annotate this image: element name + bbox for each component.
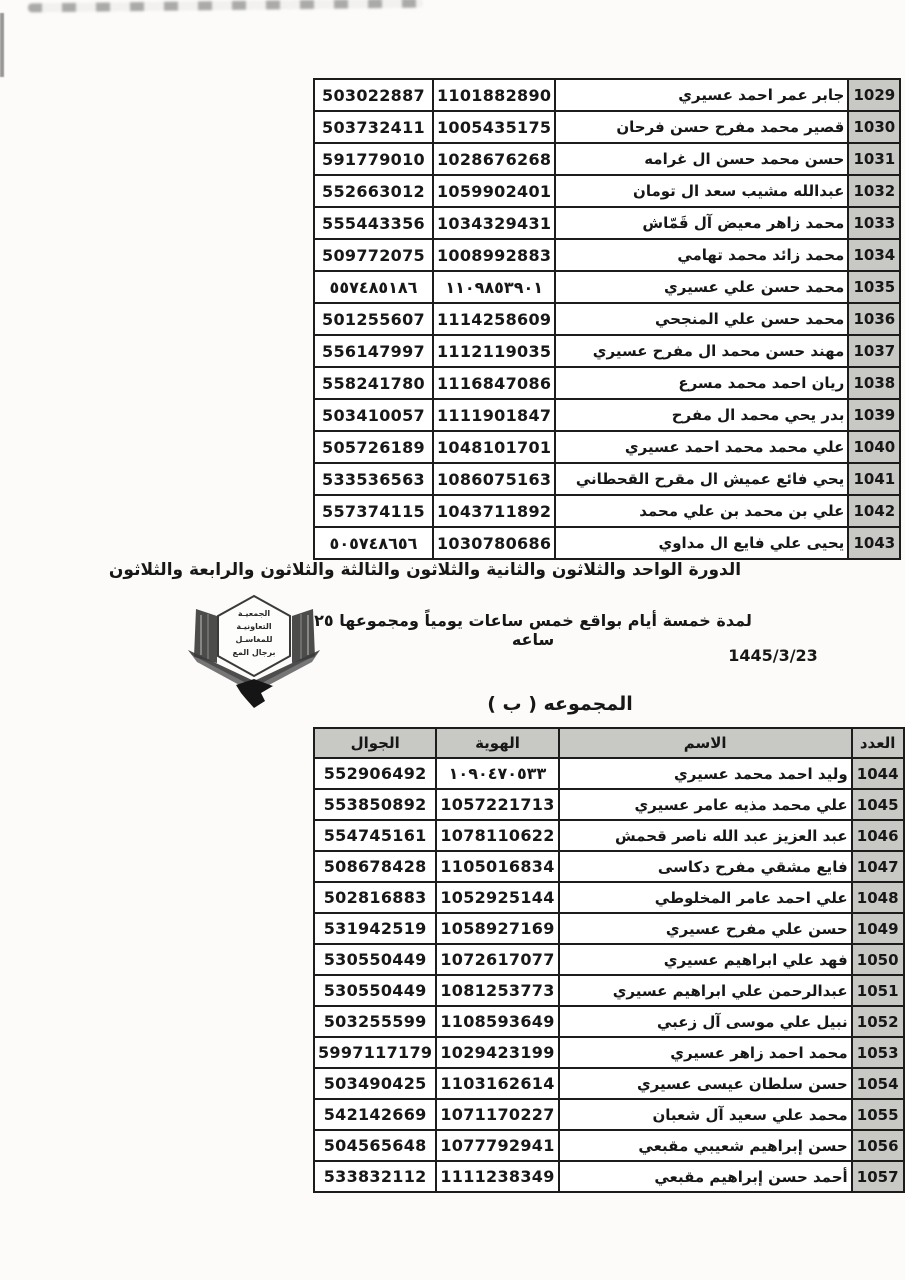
row-number-cell: 1045 <box>852 789 904 820</box>
name-cell: حسن علي مفرح عسيري <box>559 913 852 944</box>
mobile-cell: 503490425 <box>314 1068 436 1099</box>
header-id: الهوية <box>436 728 558 758</box>
id-cell: 1008992883 <box>433 239 555 271</box>
scan-smudge-artifact <box>28 0 423 12</box>
mobile-cell: 504565648 <box>314 1130 436 1161</box>
name-cell: وليد احمد محمد عسيري <box>559 758 852 789</box>
name-cell: قصير محمد مفرح حسن فرحان <box>555 111 848 143</box>
id-cell: 1029423199 <box>436 1037 558 1068</box>
table-row <box>314 1037 904 1068</box>
table-row <box>314 495 900 527</box>
name-cell: علي بن محمد بن علي محمد <box>555 495 848 527</box>
roster-table-group-a <box>313 78 901 560</box>
mobile-cell: 557374115 <box>314 495 433 527</box>
mobile-cell: ٥٥٧٤٨٥١٨٦ <box>314 271 433 303</box>
row-number-cell: 1050 <box>852 944 904 975</box>
row-number-cell: 1029 <box>848 79 900 111</box>
name-cell: فايع مشقي مفرح دكاسى <box>559 851 852 882</box>
table-row <box>314 944 904 975</box>
name-cell: علي احمد عامر المخلوطي <box>559 882 852 913</box>
roster-table-group-b <box>313 727 905 1193</box>
session-title-line: الدورة الواحد والثلاثون والثانية والثلاثون والثالثة والثلاثون والرابعة والثلاثون <box>108 560 742 580</box>
name-cell: نبيل علي موسى آل زعبي <box>559 1006 852 1037</box>
name-cell: ريان احمد محمد مسرع <box>555 367 848 399</box>
name-cell: محمد علي سعيد آل شعبان <box>559 1099 852 1130</box>
name-cell: عبد العزيز عبد الله ناصر قحمش <box>559 820 852 851</box>
row-number-cell: 1055 <box>852 1099 904 1130</box>
name-cell: حسن سلطان عيسى عسيري <box>559 1068 852 1099</box>
header-name: الاسم <box>559 728 852 758</box>
mobile-cell: 556147997 <box>314 335 433 367</box>
association-stamp-icon <box>181 589 323 711</box>
table-row <box>314 882 904 913</box>
row-number-cell: 1033 <box>848 207 900 239</box>
name-cell: بدر يحي محمد ال مفرح <box>555 399 848 431</box>
id-cell: 1052925144 <box>436 882 558 913</box>
table-row <box>314 913 904 944</box>
table-row <box>314 175 900 207</box>
row-number-cell: 1038 <box>848 367 900 399</box>
id-cell: 1086075163 <box>433 463 555 495</box>
mobile-cell: 501255607 <box>314 303 433 335</box>
id-cell: 1114258609 <box>433 303 555 335</box>
table-row <box>314 975 904 1006</box>
id-cell: 1043711892 <box>433 495 555 527</box>
stamp-text-line2: التعاونيـة <box>236 622 272 631</box>
mobile-cell: 503022887 <box>314 79 433 111</box>
mobile-cell: 503410057 <box>314 399 433 431</box>
id-cell: 1112119035 <box>433 335 555 367</box>
row-number-cell: 1032 <box>848 175 900 207</box>
hijri-date: 1445/3/23 <box>728 646 818 665</box>
name-cell: يحيى علي فايع ال مداوي <box>555 527 848 559</box>
id-cell: 1028676268 <box>433 143 555 175</box>
mobile-cell: ٥٠٥٧٤٨٦٥٦ <box>314 527 433 559</box>
row-number-cell: 1046 <box>852 820 904 851</box>
table-row <box>314 463 900 495</box>
id-cell: 1057221713 <box>436 789 558 820</box>
table-row <box>314 143 900 175</box>
name-cell: محمد حسن علي المنجحي <box>555 303 848 335</box>
mobile-cell: 552906492 <box>314 758 436 789</box>
mobile-cell: 509772075 <box>314 239 433 271</box>
name-cell: علي محمد محمد احمد عسيري <box>555 431 848 463</box>
table-row <box>314 527 900 559</box>
table-row <box>314 239 900 271</box>
name-cell: فهد علي ابراهيم عسيري <box>559 944 852 975</box>
mobile-cell: 555443356 <box>314 207 433 239</box>
id-cell: 1005435175 <box>433 111 555 143</box>
table-row <box>314 207 900 239</box>
mobile-cell: 552663012 <box>314 175 433 207</box>
mobile-cell: 554745161 <box>314 820 436 851</box>
id-cell: 1108593649 <box>436 1006 558 1037</box>
table-row <box>314 335 900 367</box>
id-cell: 1072617077 <box>436 944 558 975</box>
name-cell: يحي فائع عميش ال مقرح القحطاني <box>555 463 848 495</box>
name-cell: جابر عمر احمد عسيري <box>555 79 848 111</box>
header-num: العدد <box>852 728 904 758</box>
id-cell: 1103162614 <box>436 1068 558 1099</box>
name-cell: عبدالله مشيب سعد ال تومان <box>555 175 848 207</box>
table-row <box>314 1006 904 1037</box>
stamp-text-line4: برجال المع <box>232 648 276 657</box>
id-cell: 1116847086 <box>433 367 555 399</box>
course-duration-line: لمدة خمسة أيام بواقع خمس ساعات يومياً ومجموعها ٢٥ ساعه <box>314 611 752 649</box>
mobile-cell: 533536563 <box>314 463 433 495</box>
row-number-cell: 1056 <box>852 1130 904 1161</box>
table-row <box>314 789 904 820</box>
name-cell: محمد حسن علي عسيري <box>555 271 848 303</box>
name-cell: علي محمد مذيه عامر عسيري <box>559 789 852 820</box>
table-row <box>314 1068 904 1099</box>
row-number-cell: 1035 <box>848 271 900 303</box>
table-row <box>314 1099 904 1130</box>
id-cell: 1101882890 <box>433 79 555 111</box>
row-number-cell: 1040 <box>848 431 900 463</box>
id-cell: 1071170227 <box>436 1099 558 1130</box>
table-row <box>314 820 904 851</box>
mobile-cell: 531942519 <box>314 913 436 944</box>
id-cell: 1077792941 <box>436 1130 558 1161</box>
id-cell: 1111238349 <box>436 1161 558 1192</box>
table-row <box>314 431 900 463</box>
id-cell: 1058927169 <box>436 913 558 944</box>
table-row <box>314 758 904 789</box>
table-row <box>314 271 900 303</box>
table-row <box>314 399 900 431</box>
mobile-cell: 591779010 <box>314 143 433 175</box>
row-number-cell: 1034 <box>848 239 900 271</box>
row-number-cell: 1044 <box>852 758 904 789</box>
group-b-heading: المجموعه ( ب ) <box>487 693 633 715</box>
name-cell: محمد زائد محمد تهامي <box>555 239 848 271</box>
table-row <box>314 1161 904 1192</box>
table-row <box>314 1130 904 1161</box>
id-cell: 1034329431 <box>433 207 555 239</box>
mobile-cell: 505726189 <box>314 431 433 463</box>
row-number-cell: 1057 <box>852 1161 904 1192</box>
row-number-cell: 1054 <box>852 1068 904 1099</box>
table-row <box>314 303 900 335</box>
id-cell: 1059902401 <box>433 175 555 207</box>
id-cell: ١١٠٩٨٥٣٩٠١ <box>433 271 555 303</box>
row-number-cell: 1031 <box>848 143 900 175</box>
row-number-cell: 1037 <box>848 335 900 367</box>
name-cell: حسن محمد حسن ال غرامه <box>555 143 848 175</box>
row-number-cell: 1036 <box>848 303 900 335</box>
mobile-cell: 503255599 <box>314 1006 436 1037</box>
header-mobile: الجوال <box>314 728 436 758</box>
mobile-cell: 503732411 <box>314 111 433 143</box>
id-cell: 1030780686 <box>433 527 555 559</box>
row-number-cell: 1048 <box>852 882 904 913</box>
mobile-cell: 530550449 <box>314 975 436 1006</box>
header-row <box>314 728 904 758</box>
mobile-cell: 558241780 <box>314 367 433 399</box>
mobile-cell: 502816883 <box>314 882 436 913</box>
mobile-cell: 533832112 <box>314 1161 436 1192</box>
row-number-cell: 1039 <box>848 399 900 431</box>
stamp-text-line3: للمغاسـل <box>235 635 273 644</box>
row-number-cell: 1043 <box>848 527 900 559</box>
name-cell: محمد زاهر معيض آل قَمّاش <box>555 207 848 239</box>
mobile-cell: 542142669 <box>314 1099 436 1130</box>
mobile-cell: 508678428 <box>314 851 436 882</box>
row-number-cell: 1053 <box>852 1037 904 1068</box>
table-row <box>314 367 900 399</box>
row-number-cell: 1042 <box>848 495 900 527</box>
name-cell: أحمد حسن إبراهيم مقبعي <box>559 1161 852 1192</box>
mobile-cell: 5997117179 <box>314 1037 436 1068</box>
name-cell: عبدالرحمن علي ابراهيم عسيري <box>559 975 852 1006</box>
id-cell: 1081253773 <box>436 975 558 1006</box>
row-number-cell: 1051 <box>852 975 904 1006</box>
row-number-cell: 1052 <box>852 1006 904 1037</box>
id-cell: ١٠٩٠٤٧٠٥٣٣ <box>436 758 558 789</box>
mobile-cell: 530550449 <box>314 944 436 975</box>
table-row <box>314 851 904 882</box>
table-row <box>314 111 900 143</box>
name-cell: محمد احمد زاهر عسيري <box>559 1037 852 1068</box>
row-number-cell: 1047 <box>852 851 904 882</box>
id-cell: 1078110622 <box>436 820 558 851</box>
mobile-cell: 553850892 <box>314 789 436 820</box>
name-cell: مهند حسن محمد ال مفرح عسيري <box>555 335 848 367</box>
id-cell: 1048101701 <box>433 431 555 463</box>
row-number-cell: 1049 <box>852 913 904 944</box>
id-cell: 1105016834 <box>436 851 558 882</box>
id-cell: 1111901847 <box>433 399 555 431</box>
name-cell: حسن إبراهيم شعيبي مقبعي <box>559 1130 852 1161</box>
scan-edge-artifact <box>0 13 4 77</box>
stamp-text-line1: الجمعيـة <box>237 609 271 618</box>
table-row <box>314 79 900 111</box>
row-number-cell: 1041 <box>848 463 900 495</box>
row-number-cell: 1030 <box>848 111 900 143</box>
